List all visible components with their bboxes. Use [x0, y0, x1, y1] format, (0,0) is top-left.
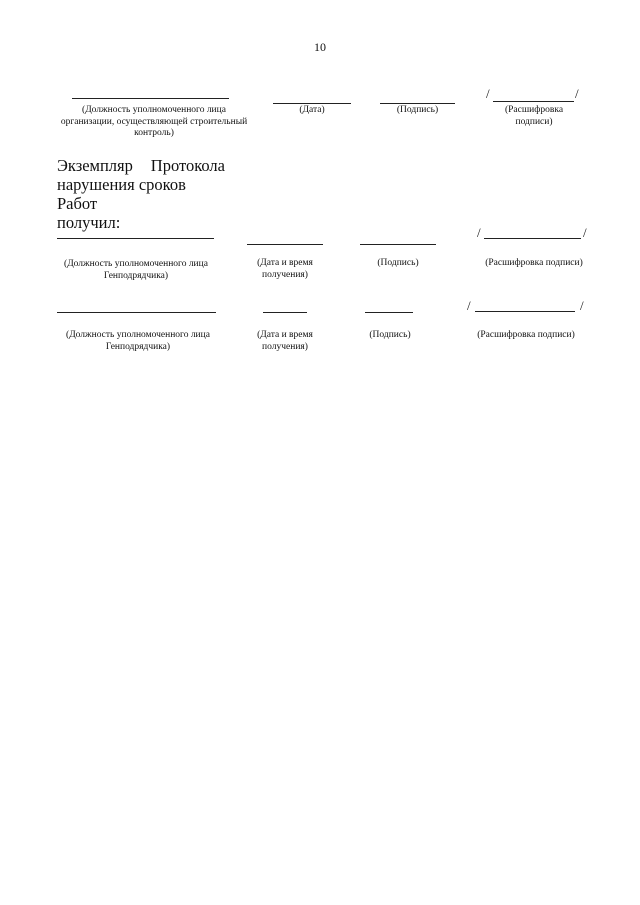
datetime-caption: (Дата и время получения) — [257, 330, 313, 352]
datetime-line — [247, 244, 323, 245]
position-line — [72, 98, 229, 99]
signature-caption: (Подпись) — [377, 258, 419, 268]
decoding-line — [493, 101, 574, 102]
signature-caption: (Подпись) — [396, 105, 439, 115]
signature-line — [380, 103, 455, 104]
datetime-line — [263, 312, 307, 313]
decoding-line — [484, 238, 581, 239]
position-line — [57, 238, 214, 239]
slash-left: / — [486, 86, 490, 101]
heading-line-3: получил: — [57, 213, 121, 232]
position-line — [57, 312, 216, 313]
decoding-caption: (Расшифровка подписи) — [485, 258, 583, 268]
position-caption: (Должность уполномоченного лица Генподрядчика) — [66, 330, 210, 352]
slash-right: / — [580, 298, 584, 313]
slash-left: / — [467, 298, 471, 313]
position-caption: (Должность уполномоченного лица организации, осуществляющей строительный контроль) — [60, 105, 248, 138]
heading-word-copy: Экземпляр — [57, 156, 133, 175]
decoding-caption: (Расшифровка подписи) — [477, 330, 575, 340]
receipt-heading — [57, 156, 225, 232]
heading-line-2: нарушения сроков Работ — [57, 175, 186, 213]
decoding-line — [475, 311, 575, 312]
signature-caption: (Подпись) — [369, 330, 411, 340]
page-number: 10 — [314, 40, 326, 54]
slash-left: / — [477, 225, 481, 240]
decoding-caption: (Расшифровка подписи) — [504, 105, 564, 127]
date-caption: (Дата) — [299, 105, 325, 115]
position-caption: (Должность уполномоченного лица Генподрядчика) — [64, 259, 208, 281]
signature-line — [365, 312, 413, 313]
heading-word-protocol: Протокола — [150, 156, 225, 175]
slash-right: / — [575, 86, 579, 101]
date-line — [273, 103, 351, 104]
slash-right: / — [583, 225, 587, 240]
signature-line — [360, 244, 436, 245]
datetime-caption: (Дата и время получения) — [257, 258, 313, 280]
